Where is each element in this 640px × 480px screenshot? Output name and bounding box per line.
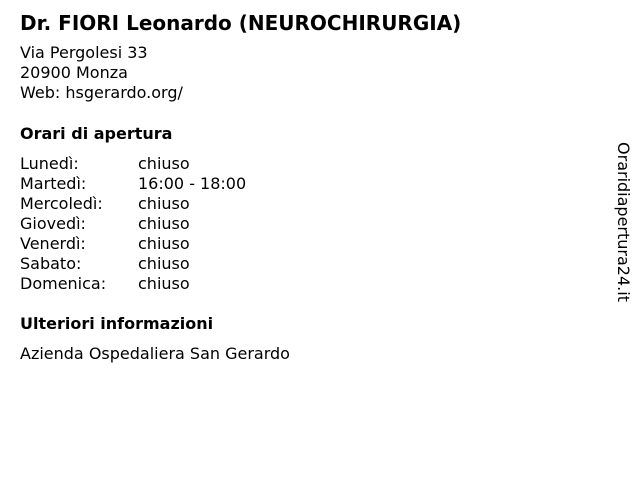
opening-hours-heading: Orari di apertura <box>20 124 173 143</box>
day-label: Giovedì: <box>20 214 86 233</box>
hours-row-friday <box>20 234 246 254</box>
site-watermark: Oraridiapertura24.it <box>614 142 633 302</box>
opening-hours-table <box>20 154 246 294</box>
more-info-text: Azienda Ospedaliera San Gerardo <box>20 344 290 363</box>
page-title: Dr. FIORI Leonardo (NEUROCHIRURGIA) <box>20 11 462 35</box>
day-label: Venerdì: <box>20 234 86 253</box>
hours-row-saturday <box>20 254 246 274</box>
day-label: Martedì: <box>20 174 87 193</box>
city-address: 20900 Monza <box>20 63 128 82</box>
website-link[interactable]: Web: hsgerardo.org/ <box>20 83 183 102</box>
hours-value: chiuso <box>138 194 190 213</box>
hours-value: chiuso <box>138 274 190 293</box>
hours-value: chiuso <box>138 234 190 253</box>
hours-row-sunday <box>20 274 246 294</box>
more-info-heading: Ulteriori informazioni <box>20 314 214 333</box>
day-label: Mercoledì: <box>20 194 103 213</box>
hours-row-monday <box>20 154 246 174</box>
day-label: Lunedì: <box>20 154 79 173</box>
hours-value: chiuso <box>138 254 190 273</box>
day-label: Domenica: <box>20 274 107 293</box>
hours-value: chiuso <box>138 214 190 233</box>
hours-row-thursday <box>20 214 246 234</box>
day-label: Sabato: <box>20 254 82 273</box>
street-address: Via Pergolesi 33 <box>20 43 148 62</box>
hours-row-tuesday <box>20 174 246 194</box>
hours-row-wednesday <box>20 194 246 214</box>
hours-value: 16:00 - 18:00 <box>138 174 247 193</box>
address-block <box>20 43 183 103</box>
hours-value: chiuso <box>138 154 190 173</box>
